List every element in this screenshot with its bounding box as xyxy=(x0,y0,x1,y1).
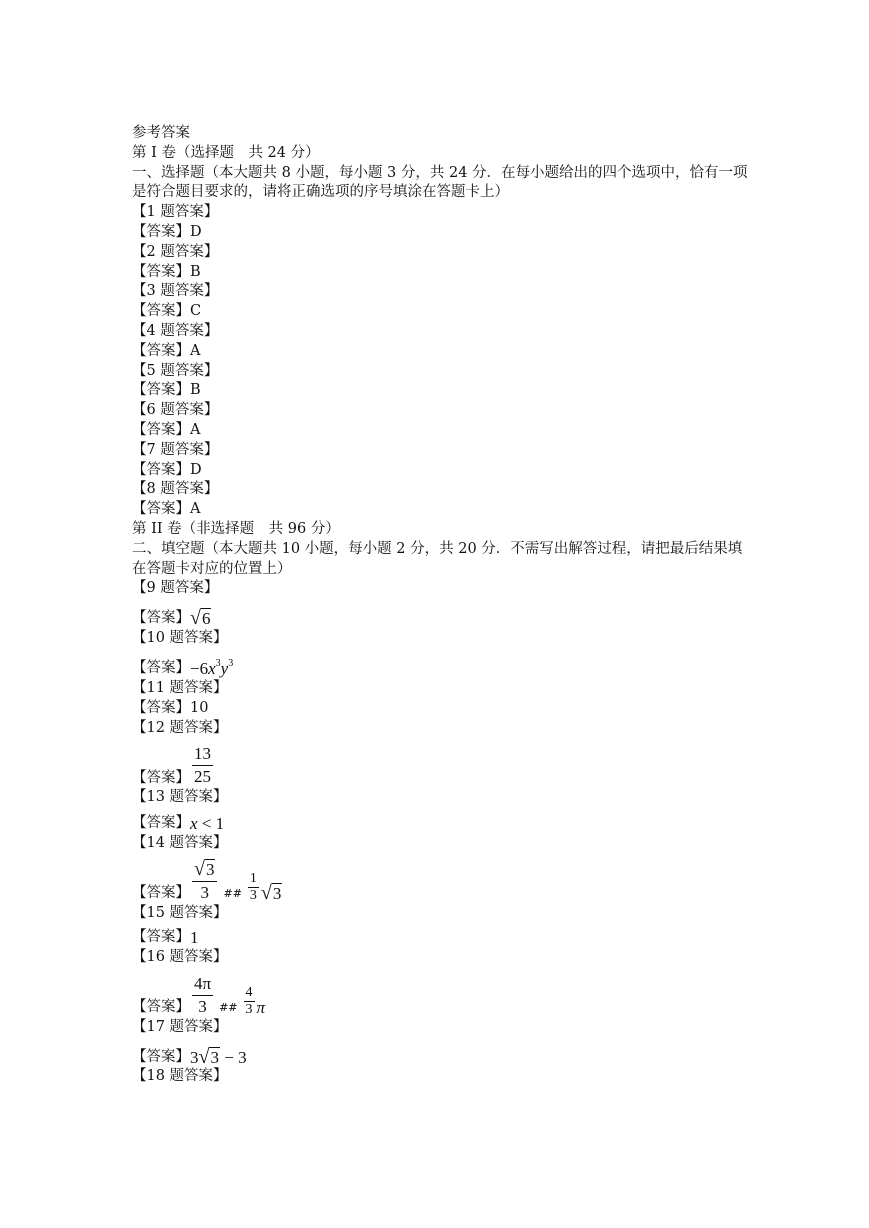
answer-value: A xyxy=(190,421,201,438)
answer-prefix: 【答案】 xyxy=(132,815,190,832)
choice-answers xyxy=(132,203,752,520)
question-label: 【15 题答案】 xyxy=(132,904,228,921)
question-label: 【12 题答案】 xyxy=(132,719,228,736)
answer-prefix: 【答案】 xyxy=(132,998,190,1015)
question-label: 【13 题答案】 xyxy=(132,789,228,806)
denominator: 3 xyxy=(245,1001,253,1017)
sqrt-expression xyxy=(190,609,211,629)
fraction xyxy=(248,871,259,904)
answer-line xyxy=(132,461,752,481)
pi-symbol: π xyxy=(256,997,266,1017)
answer-value: D xyxy=(190,461,202,478)
answer-line xyxy=(132,381,752,401)
variable: y xyxy=(220,659,229,679)
sqrt-expression xyxy=(198,1045,220,1068)
answer-value: D xyxy=(190,223,202,240)
answer-prefix: 【答案】 xyxy=(132,382,190,399)
fraction xyxy=(192,743,213,788)
radicand: 3 xyxy=(210,1047,219,1067)
fraction xyxy=(192,973,213,1018)
question-label: 【4 题答案】 xyxy=(132,322,219,339)
answer-prefix: 【答案】 xyxy=(132,1048,190,1065)
part1-instructions: 一、选择题（本大题共 8 小题，每小题 3 分，共 24 分．在每小题给出的四个选项中，恰有一项是符合题目要求的，请将正确选项的序号填涂在答题卡上） xyxy=(132,164,748,201)
numerator: 13 xyxy=(192,743,213,766)
numerator xyxy=(192,858,217,882)
answer-value: B xyxy=(190,263,201,280)
coefficient: 3 xyxy=(190,1047,199,1067)
radicand: 3 xyxy=(272,884,282,904)
part2-heading: 第 II 卷（非选择题 共 96 分） xyxy=(132,520,340,537)
answer-prefix: 【答案】 xyxy=(132,885,190,902)
answer-prefix: 【答案】 xyxy=(132,699,190,716)
answer-value: C xyxy=(190,303,202,320)
question-label: 【16 题答案】 xyxy=(132,948,228,965)
answer-value: A xyxy=(190,501,201,518)
question-label: 【7 题答案】 xyxy=(132,441,219,458)
coefficient: −6 xyxy=(190,659,209,679)
answer-line xyxy=(132,421,752,441)
part2-instructions: 二、填空题（本大题共 10 小题，每小题 2 分，共 20 分．不需写出解答过程，请把最后结果填在答题卡对应的位置上） xyxy=(132,540,743,577)
question-label: 【14 题答案】 xyxy=(132,835,228,852)
inequality-expression xyxy=(190,814,224,834)
answer-value: 10 xyxy=(190,699,209,716)
exponent: 3 xyxy=(215,658,221,670)
radicand: 6 xyxy=(201,609,211,629)
numerator: 4 xyxy=(245,984,253,1000)
denominator: 3 xyxy=(200,882,209,902)
fraction xyxy=(244,985,255,1018)
question-label: 【10 题答案】 xyxy=(132,630,228,647)
radical-sign: √ xyxy=(194,857,205,880)
separator: ## xyxy=(223,887,242,901)
monomial-expression xyxy=(190,654,233,679)
answer-prefix: 【答案】 xyxy=(132,303,190,320)
question-label: 【3 题答案】 xyxy=(132,283,219,300)
numerator: 4π xyxy=(192,973,213,996)
doc-title: 参考答案 xyxy=(132,125,190,141)
radical-expression xyxy=(190,1045,247,1068)
answer-line xyxy=(132,223,752,243)
answer-value: 1 xyxy=(190,927,199,947)
fraction xyxy=(192,858,217,904)
answer-prefix: 【答案】 xyxy=(132,421,190,438)
answer-prefix: 【答案】 xyxy=(132,501,190,518)
radical-sign: √ xyxy=(260,882,272,905)
exponent: 3 xyxy=(228,658,234,670)
answer-line xyxy=(132,649,752,679)
variable: x xyxy=(208,659,216,679)
question-label: 【17 题答案】 xyxy=(132,1018,228,1035)
question-label: 【11 题答案】 xyxy=(132,679,228,696)
answer-line xyxy=(132,302,752,322)
answer-line xyxy=(132,968,752,1018)
question-label: 【6 题答案】 xyxy=(132,402,219,419)
radical-sign: √ xyxy=(190,607,201,630)
answer-value: A xyxy=(190,342,201,359)
denominator: 3 xyxy=(198,996,207,1016)
answer-line xyxy=(132,500,752,520)
answer-prefix: 【答案】 xyxy=(132,928,190,945)
denominator: 25 xyxy=(194,767,211,787)
answer-line xyxy=(132,808,752,834)
answer-prefix: 【答案】 xyxy=(132,461,190,478)
answer-line xyxy=(132,599,752,629)
answer-line xyxy=(132,263,752,283)
separator: ## xyxy=(219,1000,238,1014)
answer-prefix: 【答案】 xyxy=(132,223,190,240)
answer-document xyxy=(132,124,752,1087)
question-label: 【9 题答案】 xyxy=(132,580,219,597)
fill-answers xyxy=(132,579,752,1087)
answer-prefix: 【答案】 xyxy=(132,263,190,280)
relation: < 1 xyxy=(197,814,225,834)
question-label: 【8 题答案】 xyxy=(132,481,219,498)
answer-line xyxy=(132,854,752,904)
answer-prefix: 【答案】 xyxy=(132,769,190,786)
answer-line xyxy=(132,1037,752,1067)
answer-line xyxy=(132,924,752,948)
numerator: 1 xyxy=(249,870,257,886)
question-label: 【18 题答案】 xyxy=(132,1068,228,1085)
answer-line xyxy=(132,738,752,788)
answer-value: B xyxy=(190,382,201,399)
answer-line xyxy=(132,699,752,719)
tail: − 3 xyxy=(219,1047,247,1067)
answer-prefix: 【答案】 xyxy=(132,342,190,359)
radicand: 3 xyxy=(205,859,215,879)
sqrt-expression xyxy=(194,858,215,881)
question-label: 【5 题答案】 xyxy=(132,362,219,379)
denominator: 3 xyxy=(249,887,257,903)
question-label: 【2 题答案】 xyxy=(132,243,219,260)
answer-prefix: 【答案】 xyxy=(132,660,190,677)
answer-line xyxy=(132,342,752,362)
sqrt-expression xyxy=(261,884,282,904)
answer-prefix: 【答案】 xyxy=(132,610,190,627)
radical-sign: √ xyxy=(198,1045,210,1068)
question-label: 【1 题答案】 xyxy=(132,204,219,221)
variable: x xyxy=(190,814,198,834)
part1-heading: 第 I 卷（选择题 共 24 分） xyxy=(132,144,320,161)
